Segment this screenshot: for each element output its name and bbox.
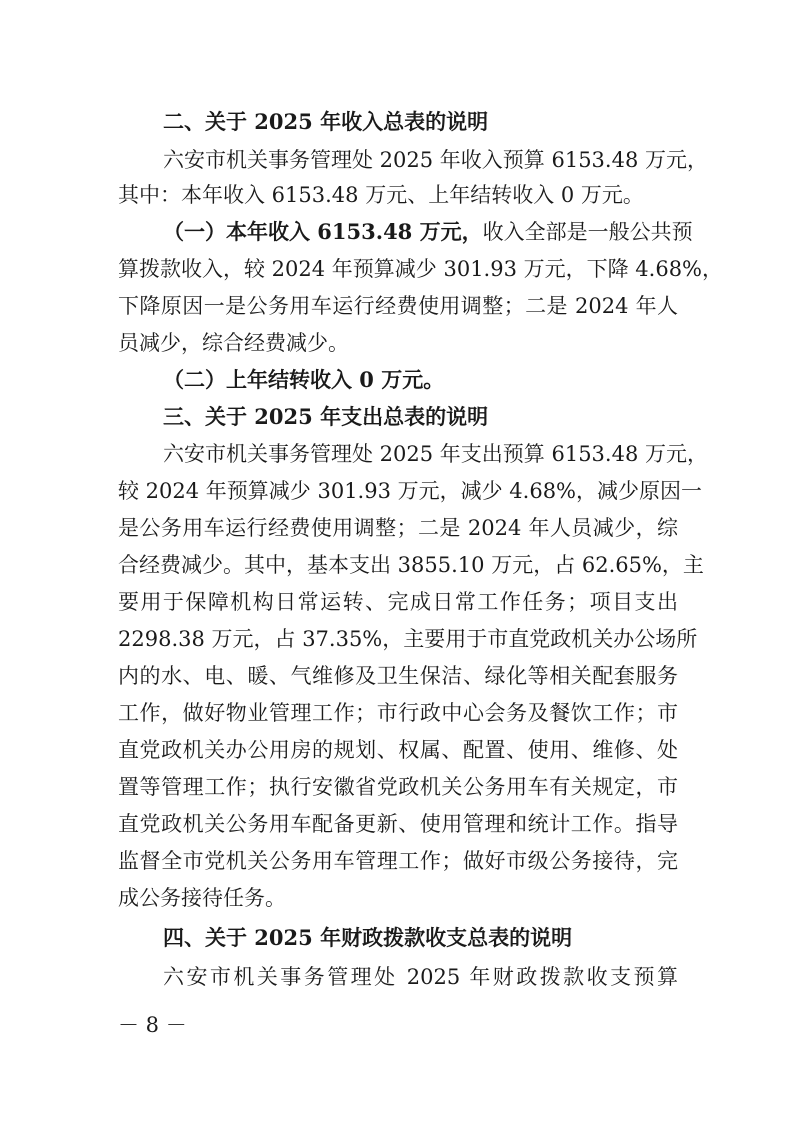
- section-2-paragraph-line: 其中：本年收入 6153.48 万元、上年结转收入 0 万元。: [118, 183, 644, 207]
- section-3-paragraph-line: 工作，做好物业管理工作；市行政中心会务及餐饮工作；市: [118, 701, 678, 725]
- subsection-1-line: 算拨款收入，较 2024 年预算减少 301.93 万元，下降 4.68%，: [118, 257, 724, 281]
- section-3-paragraph-line: 内的水、电、暖、气维修及卫生保洁、绿化等相关配套服务: [118, 664, 678, 688]
- section-3-paragraph-line: 直党政机关公务用车配备更新、使用管理和统计工作。指导: [118, 812, 678, 836]
- section-3-paragraph-line: 是公务用车运行经费使用调整；二是 2024 年人员减少，综: [118, 516, 678, 540]
- section-4-paragraph-line: 六安市机关事务管理处 2025 年财政拨款收支预算: [163, 965, 678, 989]
- section-3-heading: 三、关于 2025 年支出总表的说明: [163, 404, 489, 429]
- subsection-1-title: （一）本年收入 6153.48 万元，: [163, 219, 483, 244]
- section-3-paragraph-line: 较 2024 年预算减少 301.93 万元，减少 4.68%，减少原因一: [118, 479, 703, 503]
- section-3-paragraph-line: 成公务接待任务。: [118, 886, 286, 910]
- subsection-1-line: [163, 212, 693, 252]
- section-3-paragraph-line: 监督全市党机关公务用车管理工作；做好市级公务接待，完: [118, 849, 678, 873]
- subsection-1-text: 收入全部是一般公共预: [482, 220, 693, 244]
- section-3-paragraph-line: 六安市机关事务管理处 2025 年支出预算 6153.48 万元，: [163, 442, 708, 466]
- page-number: － 8 －: [118, 1013, 187, 1037]
- section-3-paragraph-line: 合经费减少。其中，基本支出 3855.10 万元，占 62.65%，主: [118, 553, 704, 577]
- subsection-1-line: 员减少，综合经费减少。: [118, 331, 349, 355]
- section-4-heading: 四、关于 2025 年财政拨款收支总表的说明: [163, 925, 573, 950]
- subsection-1-line: 下降原因一是公务用车运行经费使用调整；二是 2024 年人: [118, 294, 678, 318]
- section-3-paragraph-line: 要用于保障机构日常运转、完成日常工作任务；项目支出: [118, 590, 678, 614]
- section-2-heading: 二、关于 2025 年收入总表的说明: [163, 109, 489, 134]
- section-2-paragraph-line: 六安市机关事务管理处 2025 年收入预算 6153.48 万元，: [163, 148, 708, 172]
- section-3-paragraph-line: 置等管理工作；执行安徽省党政机关公务用车有关规定，市: [118, 775, 678, 799]
- section-3-paragraph-line: 直党政机关办公用房的规划、权属、配置、使用、维修、处: [118, 738, 678, 762]
- section-3-paragraph-line: 2298.38 万元，占 37.35%，主要用于市直党政机关办公场所: [118, 627, 698, 651]
- subsection-2-title: （二）上年结转收入 0 万元。: [163, 367, 445, 392]
